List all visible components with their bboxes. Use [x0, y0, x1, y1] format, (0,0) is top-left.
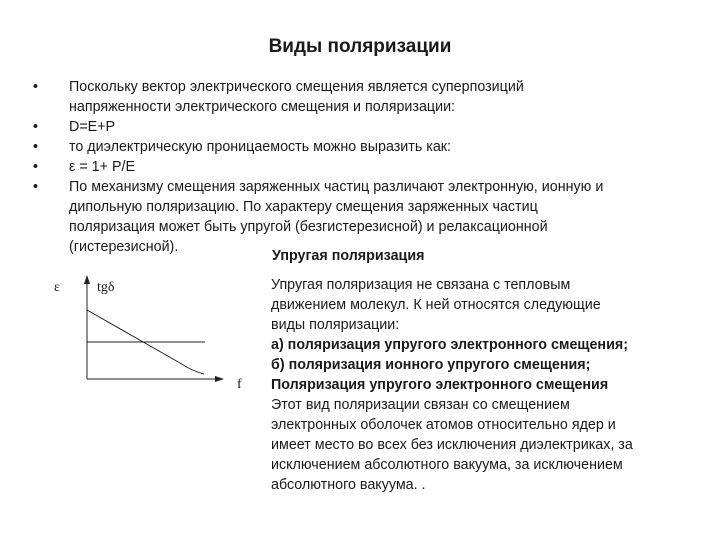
tan-delta-axis-label: tgδ	[97, 280, 115, 295]
slide-title: Виды поляризации	[268, 36, 452, 57]
bullet-marker: •	[33, 139, 39, 155]
description-line: движением молекул. К ней относятся следующие	[271, 297, 601, 313]
bullet-text-line: (гистерезисной).	[69, 239, 179, 255]
polarization-graph	[52, 275, 257, 395]
bullet-item	[33, 177, 683, 257]
x-axis-arrow	[215, 376, 224, 382]
bullet-text-line: Поскольку вектор электрического смещения является суперпозиций	[69, 79, 524, 95]
description-line: электронных оболочек атомов относительно ядер и	[271, 417, 616, 433]
bullet-text-line: D=E+P	[69, 119, 116, 135]
bullet-text-line: По механизму смещения заряженных частиц различают электронную, ионную и	[69, 179, 604, 195]
section-subheading: Упругая поляризация	[272, 248, 425, 264]
polarization-type-b: б) поляризация ионного упругого смещения;	[271, 357, 591, 373]
description-line: абсолютного вакуума. .	[271, 477, 426, 493]
bullet-marker: •	[33, 179, 39, 195]
bullet-text-line: ε = 1+ P/E	[69, 159, 135, 175]
bullet-item	[33, 137, 683, 157]
electronic-polarization-heading: Поляризация упругого электронного смещения	[271, 377, 609, 393]
description-line: Упругая поляризация не связана с тепловым	[271, 277, 571, 293]
bullet-item	[33, 157, 683, 177]
polarization-type-a: а) поляризация упругого электронного смещения;	[271, 337, 628, 353]
frequency-axis-label: f	[237, 377, 242, 392]
bullet-text-line: то диэлектрическую проницаемость можно выразить как:	[69, 139, 452, 155]
description-line: имеет место во всех без исключения диэлектриках, за	[271, 437, 633, 453]
bullet-text-line: напряженности электрического смещения и поляризации:	[69, 99, 456, 115]
description-line: исключением абсолютного вакуума, за исключением	[271, 457, 623, 473]
bullet-item	[33, 117, 683, 137]
bullet-marker: •	[33, 119, 39, 135]
bullet-text-line: дипольную поляризацию. По характеру смещения заряженных частиц	[69, 199, 538, 215]
bullet-list	[33, 77, 683, 257]
description-line: виды поляризации:	[271, 317, 400, 333]
elastic-polarization-description	[271, 275, 691, 495]
bullet-item	[33, 77, 683, 117]
bullet-marker: •	[33, 159, 39, 175]
y-axis-arrow	[84, 275, 90, 284]
bullet-text-line: поляризация может быть упругой (безгистерезисной) и релаксационной	[69, 219, 548, 235]
epsilon-axis-label: ε	[54, 280, 60, 295]
description-line: Этот вид поляризации связан со смещением	[271, 397, 570, 413]
bullet-marker: •	[33, 79, 39, 95]
